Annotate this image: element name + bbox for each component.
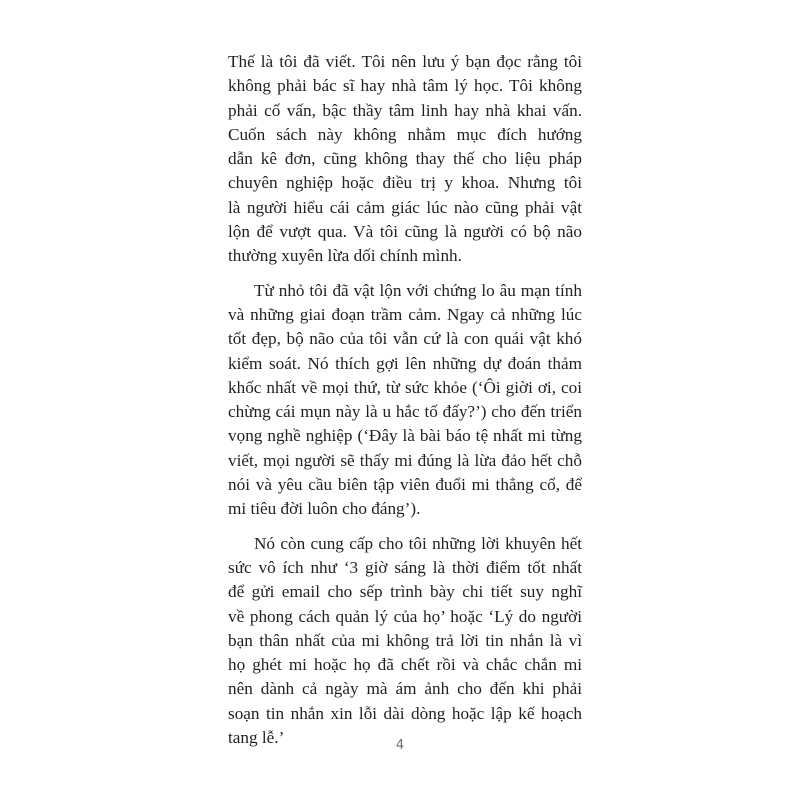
text-line: nên dành cả ngày mà ám ảnh cho đến khi phải <box>228 679 582 699</box>
text-line: sức vô ích như ‘3 giờ sáng là thời điểm tốt nhất <box>228 557 582 577</box>
text-line: Cuốn sách này không nhằm mục đích hướng <box>228 124 582 144</box>
body-text <box>228 50 582 750</box>
text-line: tang lễ.’ <box>228 728 285 748</box>
text-line: soạn tin nhắn xin lỗi dài dòng hoặc lập kế hoạch <box>228 703 582 723</box>
text-line: mi tiêu đời luôn cho đáng’). <box>228 499 421 519</box>
text-line: về phong cách quản lý của họ’ hoặc ‘Lý do người <box>228 606 582 626</box>
text-line: khốc nhất về mọi thứ, từ sức khỏe (‘Ôi giời ơi, coi <box>228 377 582 397</box>
text-line: kiểm soát. Nó thích gợi lên những dự đoán thảm <box>228 353 582 373</box>
text-line: là người hiểu cái cảm giác lúc nào cũng phải vật <box>228 197 582 217</box>
text-line: bạn thân nhất của mi không trả lời tin nhắn là vì <box>228 630 582 650</box>
text-line: thường xuyên lừa dối chính mình. <box>228 246 462 266</box>
text-line: Nó còn cung cấp cho tôi những lời khuyên hết <box>254 533 582 553</box>
page-number: 4 <box>395 738 405 753</box>
paragraph-3 <box>228 532 582 751</box>
text-line: vọng nghề nghiệp (‘Đây là bài báo tệ nhất mi từng <box>228 426 582 446</box>
text-line: lộn để vượt qua. Và tôi cũng là người có bộ não <box>228 222 582 242</box>
text-line: viết, mọi người sẽ thấy mi đúng là lừa đảo hết chỗ <box>228 450 582 470</box>
text-line: chừng cái mụn này là u hắc tố đấy?’) cho đến triển <box>228 402 582 422</box>
text-line: phải cố vấn, bậc thầy tâm linh hay nhà khai vấn. <box>228 100 582 120</box>
text-line: Từ nhỏ tôi đã vật lộn với chứng lo âu mạn tính <box>254 280 582 300</box>
paragraph-2 <box>228 279 582 522</box>
text-line: nói và yêu cầu biên tập viên đuổi mi thẳng cổ, để <box>228 475 582 495</box>
text-line: chuyên nghiệp hoặc điều trị y khoa. Nhưng tôi <box>228 173 582 193</box>
text-line: và những giai đoạn trầm cảm. Ngay cả những lúc <box>228 304 582 324</box>
paragraph-1 <box>228 50 582 269</box>
text-line: dẫn kê đơn, cũng không thay thế cho liệu pháp <box>228 149 582 169</box>
text-line: không phải bác sĩ hay nhà tâm lý học. Tôi không <box>228 76 582 96</box>
text-line: họ ghét mi hoặc họ đã chết rồi và chắc chắn mi <box>228 655 582 675</box>
text-line: Thế là tôi đã viết. Tôi nên lưu ý bạn đọc rằng tôi <box>228 52 582 71</box>
text-line: tốt đẹp, bộ não của tôi vẫn cứ là con quái vật khó <box>228 329 582 349</box>
text-line: để gửi email cho sếp trình bày chi tiết suy nghĩ <box>228 582 582 602</box>
